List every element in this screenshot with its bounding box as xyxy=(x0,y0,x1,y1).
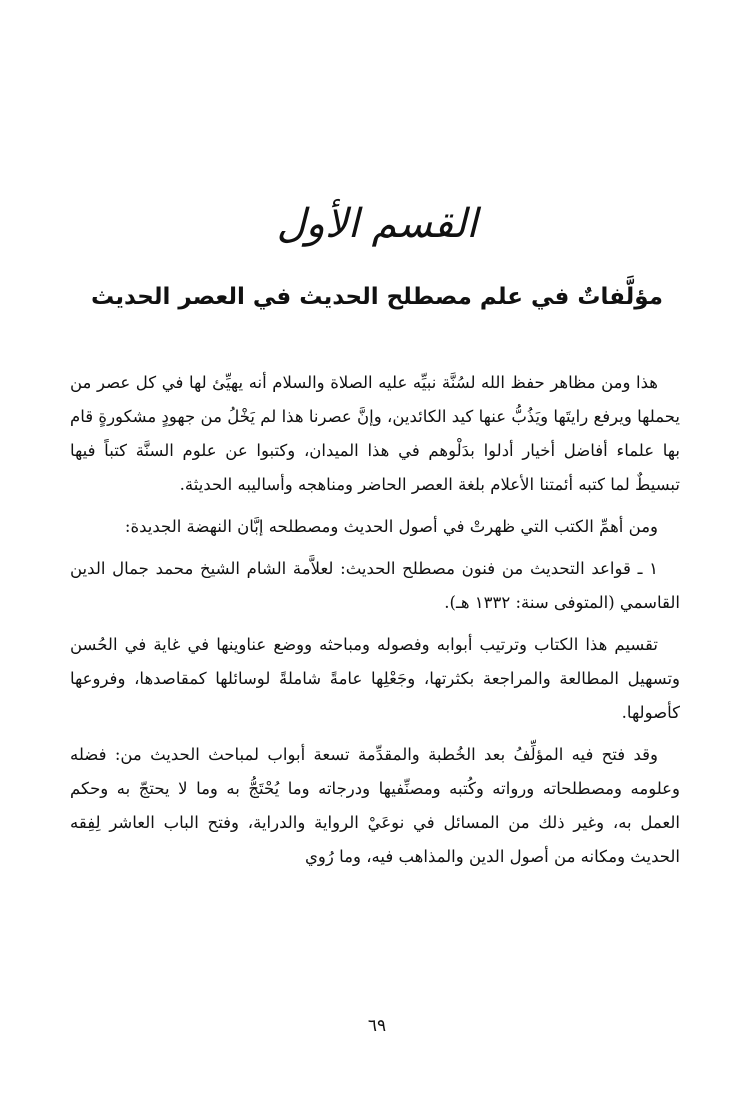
paragraph: تقسيم هذا الكتاب وترتيب أبوابه وفصوله ومباحثه ووضع عناوينها في غاية في الحُسن وتسهيل المطالعة والمراجعة بكثرتها، وجَعْلِها عامةً شاملةً لوسائلها كمقاصدها، وفروعها كأصولها. xyxy=(70,635,680,722)
page-number: ٦٩ xyxy=(367,1016,387,1036)
paragraph: وقد فتح فيه المؤلِّفُ بعد الخُطبة والمقدِّمة تسعة أبواب لمباحث الحديث من: فضله وعلومه ومصطلحاته ورواته وكُتبه ومصنِّفيها ودرجاته وما يُحْتَجُّ به وما لا يحتجّ به وحكم العمل به، وغير ذلك من المسائل في نوعَيْ الرواية والدراية، وفتح الباب العاشر لِفِقه الحديث ومكانه من أصول الدين والمذاهب فيه، وما رُوي xyxy=(70,745,680,866)
paragraph: ومن أهمِّ الكتب التي ظهرتْ في أصول الحديث ومصطلحه إبَّان النهضة الجديدة: xyxy=(124,517,658,536)
paragraph: هذا ومن مظاهر حفظ الله لسُنَّة نبيِّه عليه الصلاة والسلام أنه يهيِّئ لها في كل عصر من يحملها ويرفع رايتَها ويَذُبُّ عنها كيد الكائدين، وإنَّ عصرنا هذا لم يَخْلُ من جهودٍ مشكورةٍ قام بها علماء أفاضل أخيار أدلوا بدَلْوهم في هذا الميدان، وكتبوا عن علوم السنَّة كتباً فيها تبسيطٌ لما كتبه أئمتنا الأعلام بلغة العصر الحاضر ومناهجه وأساليبه الحديثة. xyxy=(70,373,680,494)
section-heading: القسم الأول xyxy=(276,201,478,247)
paragraph: ١ ـ قواعد التحديث من فنون مصطلح الحديث: لعلاَّمة الشام الشيخ محمد جمال الدين القاسمي (المتوفى سنة: ١٣٣٢ هـ). xyxy=(70,559,680,612)
chapter-title: مؤلَّفاتٌ في علم مصطلح الحديث في العصر الحديث xyxy=(91,284,663,310)
body-text xyxy=(70,366,680,882)
